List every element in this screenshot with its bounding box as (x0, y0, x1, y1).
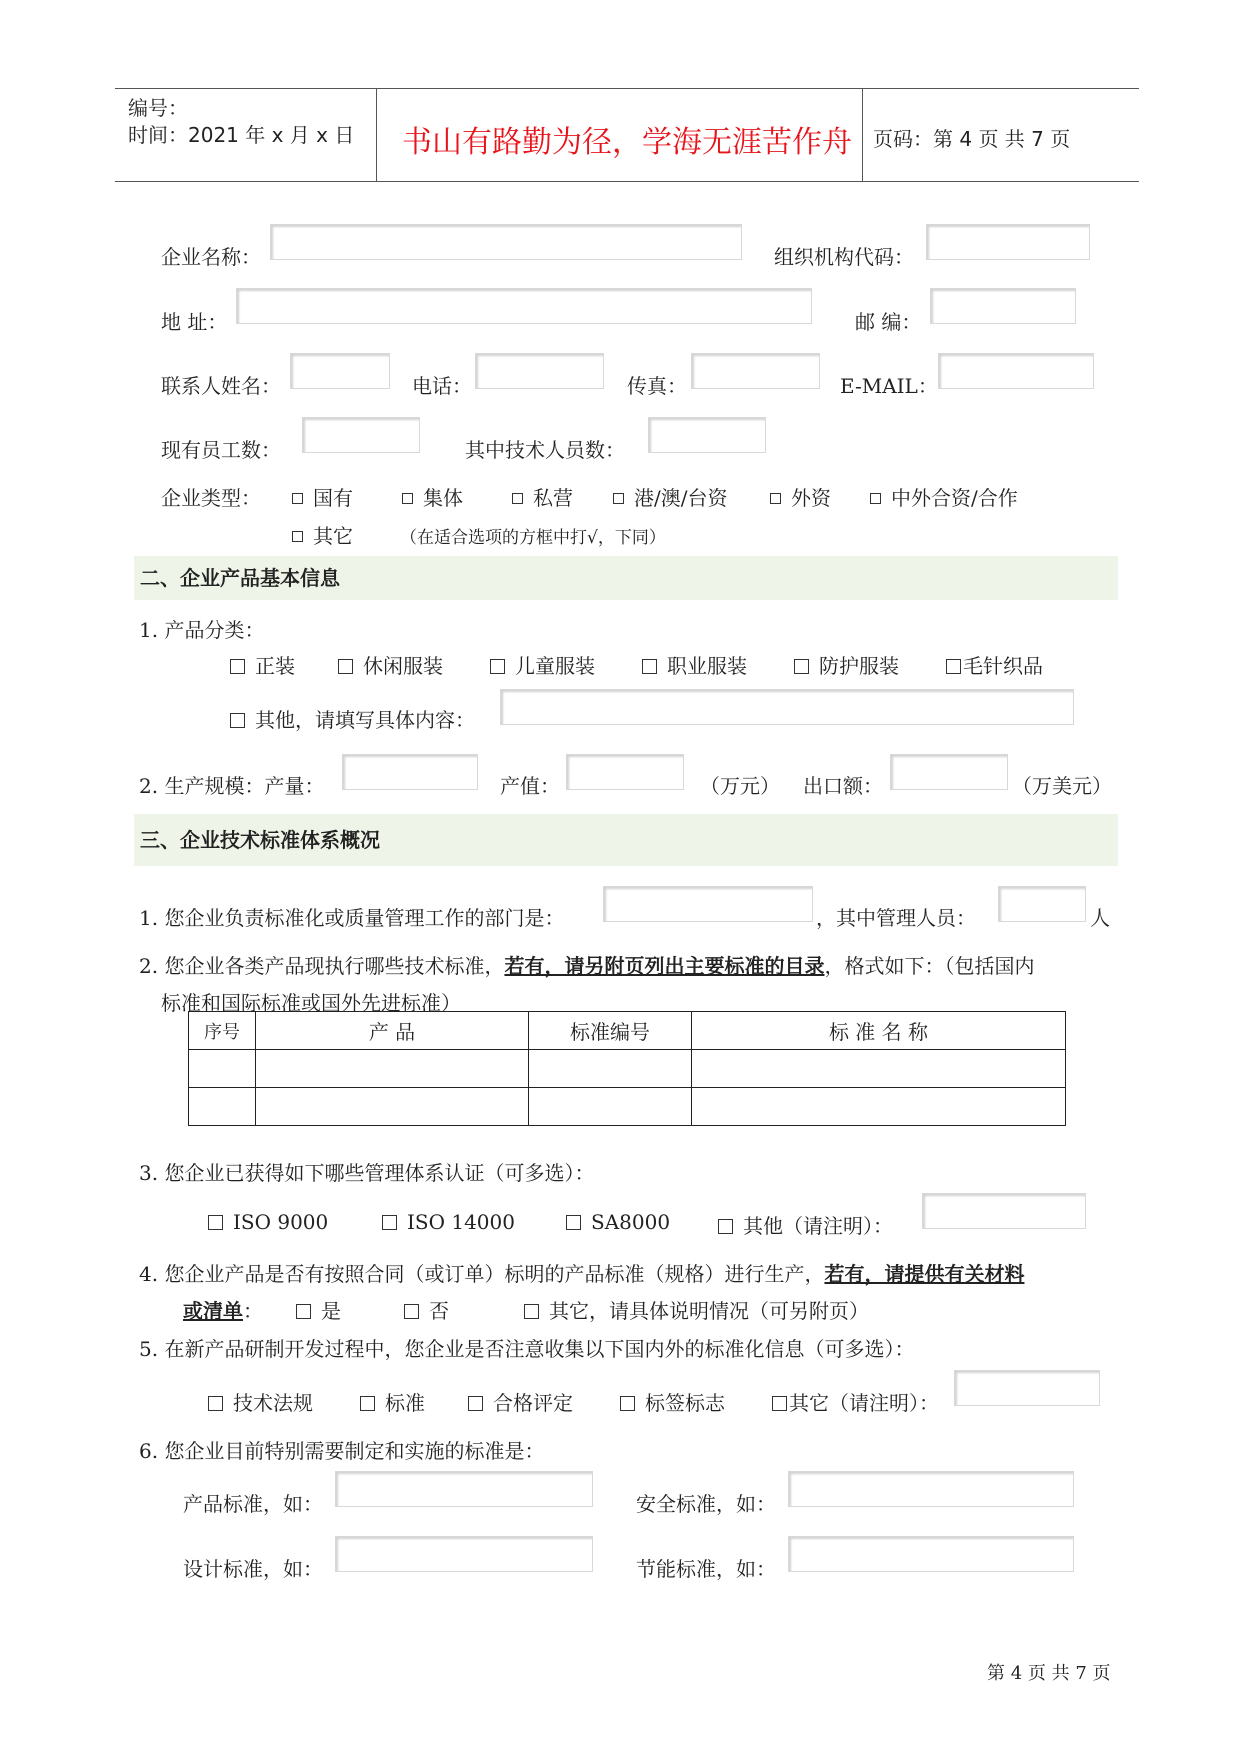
checkbox-icon (642, 659, 657, 674)
email-input[interactable] (938, 353, 1094, 389)
managers-count-input[interactable] (998, 886, 1086, 922)
header-bottom-rule (115, 181, 1139, 182)
header-divider (862, 88, 863, 181)
postcode-input[interactable] (930, 288, 1076, 324)
address-label: 地 址： (161, 310, 228, 334)
cert-option[interactable]: ISO 9000 (208, 1210, 328, 1234)
q6-text: 6. 您企业目前特别需要制定和实施的标准是： (139, 1439, 545, 1463)
q1-text: 1. 您企业负责标准化或质量管理工作的部门是： (139, 906, 565, 930)
table-header-cell: 标 准 名 称 (692, 1012, 1066, 1050)
checkbox-icon (770, 493, 781, 504)
doc-time-label: 时间：2021 年 x 月 x 日 (128, 123, 355, 147)
email-label: E-MAIL： (840, 374, 938, 398)
type-note: （在适合选项的方框中打√，下同） (400, 528, 666, 548)
fax-input[interactable] (691, 353, 820, 389)
checkbox-icon (360, 1396, 375, 1411)
unit-wan-label: （万元） (700, 774, 780, 798)
checkbox-icon (230, 713, 245, 728)
q2-text-line2: 标准和国际标准或国外先进标准） (161, 991, 461, 1015)
fax-label: 传真： (627, 374, 687, 398)
product-category-label: 1. 产品分类： (139, 618, 265, 642)
cert-option[interactable]: SA8000 (566, 1210, 670, 1234)
footer-page-number: 第 4 页 共 7 页 (987, 1663, 1111, 1684)
q4-text: 4. 您企业产品是否有按照合同（或订单）标明的产品标准（规格）进行生产，若有，请提供有关材料 (139, 1262, 1025, 1286)
section-title: 三、企业技术标准体系概况 (134, 814, 1118, 866)
q5-text: 5. 在新产品研制开发过程中，您企业是否注意收集以下国内外的标准化信息（可多选）： (139, 1337, 915, 1361)
export-label: 出口额： (803, 774, 883, 798)
export-input[interactable] (890, 754, 1008, 790)
q5-option[interactable]: 技术法规 (208, 1387, 313, 1416)
energy-standard-input[interactable] (788, 1536, 1074, 1572)
checkbox-icon (402, 493, 413, 504)
table-header-cell: 序号 (189, 1012, 256, 1050)
category-option[interactable]: 防护服装 (794, 650, 899, 679)
table-cell[interactable] (256, 1088, 529, 1126)
checkbox-icon (772, 1396, 787, 1411)
table-header-row (189, 1012, 1066, 1050)
energy-standard-label: 节能标准，如： (636, 1557, 776, 1581)
checkbox-icon (404, 1304, 419, 1319)
type-option[interactable]: 港/澳/台资 (613, 482, 727, 511)
table-cell[interactable] (529, 1050, 692, 1088)
table-cell[interactable] (189, 1050, 256, 1088)
table-cell[interactable] (529, 1088, 692, 1126)
category-option[interactable]: 职业服装 (642, 650, 747, 679)
design-standard-input[interactable] (335, 1536, 593, 1572)
design-standard-label: 设计标准，如： (183, 1557, 323, 1581)
cert-option[interactable]: 其他（请注明）： (718, 1210, 893, 1239)
address-input[interactable] (236, 288, 812, 324)
table-cell[interactable] (692, 1050, 1066, 1088)
checkbox-icon (613, 493, 624, 504)
checkbox-icon (718, 1219, 733, 1234)
category-other-input[interactable] (500, 689, 1074, 725)
q4-option[interactable]: 其它，请具体说明情况（可另附页） (524, 1295, 869, 1324)
contact-name-label: 联系人姓名： (161, 374, 281, 398)
checkbox-icon (490, 659, 505, 674)
tech-staff-input[interactable] (648, 417, 766, 453)
company-type-label: 企业类型： (161, 486, 261, 510)
checkbox-icon (946, 659, 961, 674)
output-value-label: 产值： (500, 774, 560, 798)
checkbox-icon (208, 1396, 223, 1411)
checkbox-icon (292, 493, 303, 504)
type-option[interactable]: 外资 (770, 482, 831, 511)
type-option[interactable]: 国有 (292, 482, 353, 511)
phone-input[interactable] (475, 353, 604, 389)
checkbox-icon (468, 1396, 483, 1411)
company-name-label: 企业名称： (161, 245, 261, 269)
q4-text-line2: 或清单： (183, 1299, 263, 1323)
q2-text: 2. 您企业各类产品现执行哪些技术标准，若有，请另附页列出主要标准的目录，格式如下：（包括国内 (139, 954, 1035, 978)
q5-option[interactable]: 标签标志 (620, 1387, 725, 1416)
checkbox-icon (566, 1215, 581, 1230)
q3-text: 3. 您企业已获得如下哪些管理体系认证（可多选）： (139, 1161, 595, 1185)
table-row (189, 1088, 1066, 1126)
department-input[interactable] (603, 886, 813, 922)
q1-managers-label: ，其中管理人员： (816, 906, 976, 930)
table-cell[interactable] (256, 1050, 529, 1088)
safety-standard-input[interactable] (788, 1471, 1074, 1507)
q1-unit: 人 (1090, 906, 1110, 930)
safety-standard-label: 安全标准，如： (636, 1492, 776, 1516)
category-other-option[interactable]: 其他，请填写具体内容： (230, 704, 475, 733)
cert-other-input[interactable] (922, 1193, 1086, 1229)
q5-other-input[interactable] (954, 1370, 1100, 1406)
output-value-input[interactable] (566, 754, 684, 790)
checkbox-icon (338, 659, 353, 674)
category-option[interactable]: 休闲服装 (338, 650, 443, 679)
type-option[interactable]: 中外合资/合作 (870, 482, 1018, 511)
header-divider (376, 88, 377, 181)
type-option[interactable]: 集体 (402, 482, 463, 511)
staff-count-input[interactable] (302, 417, 420, 453)
section-title: 二、企业产品基本信息 (134, 556, 1118, 600)
product-standard-label: 产品标准，如： (183, 1492, 323, 1516)
table-cell[interactable] (189, 1088, 256, 1126)
category-option[interactable]: 儿童服装 (490, 650, 595, 679)
checkbox-icon (870, 493, 881, 504)
checkbox-icon (620, 1396, 635, 1411)
q5-option[interactable]: 合格评定 (468, 1387, 573, 1416)
table-header-cell: 产 品 (256, 1012, 529, 1050)
checkbox-icon (512, 493, 523, 504)
q5-option[interactable]: 标准 (360, 1387, 425, 1416)
postcode-label: 邮 编： (855, 310, 922, 334)
staff-count-label: 现有员工数： (161, 438, 281, 462)
checkbox-icon (230, 659, 245, 674)
checkbox-icon (208, 1215, 223, 1230)
q5-option[interactable]: 其它（请注明）： (772, 1387, 939, 1416)
header-top-rule (115, 88, 1139, 89)
checkbox-icon (292, 531, 303, 542)
company-name-input[interactable] (270, 224, 742, 260)
doc-number-label: 编号： (128, 96, 188, 120)
table-cell[interactable] (692, 1088, 1066, 1126)
phone-label: 电话： (412, 374, 472, 398)
contact-name-input[interactable] (290, 353, 390, 389)
type-option[interactable]: 私营 (512, 482, 573, 511)
table-row (189, 1050, 1066, 1088)
q4-option[interactable]: 是 (296, 1295, 341, 1324)
q4-option[interactable]: 否 (404, 1295, 449, 1324)
tech-staff-label: 其中技术人员数： (465, 438, 625, 462)
output-input[interactable] (342, 754, 478, 790)
standards-table (188, 1011, 1066, 1126)
category-option[interactable]: 正装 (230, 650, 295, 679)
production-scale-label: 2. 生产规模：产量： (139, 774, 325, 798)
page-info: 页码：第 4 页 共 7 页 (873, 127, 1071, 151)
table-header-cell: 标准编号 (529, 1012, 692, 1050)
checkbox-icon (794, 659, 809, 674)
org-code-input[interactable] (926, 224, 1090, 260)
unit-usd-label: （万美元） (1012, 774, 1112, 798)
type-option[interactable]: 其它 (292, 520, 353, 549)
cert-option[interactable]: ISO 14000 (382, 1210, 515, 1234)
checkbox-icon (296, 1304, 311, 1319)
product-standard-input[interactable] (335, 1471, 593, 1507)
checkbox-icon (382, 1215, 397, 1230)
category-option[interactable]: 毛针织品 (946, 650, 1043, 679)
org-code-label: 组织机构代码： (774, 245, 914, 269)
checkbox-icon (524, 1304, 539, 1319)
motto: 书山有路勤为径，学海无涯苦作舟 (402, 125, 852, 160)
